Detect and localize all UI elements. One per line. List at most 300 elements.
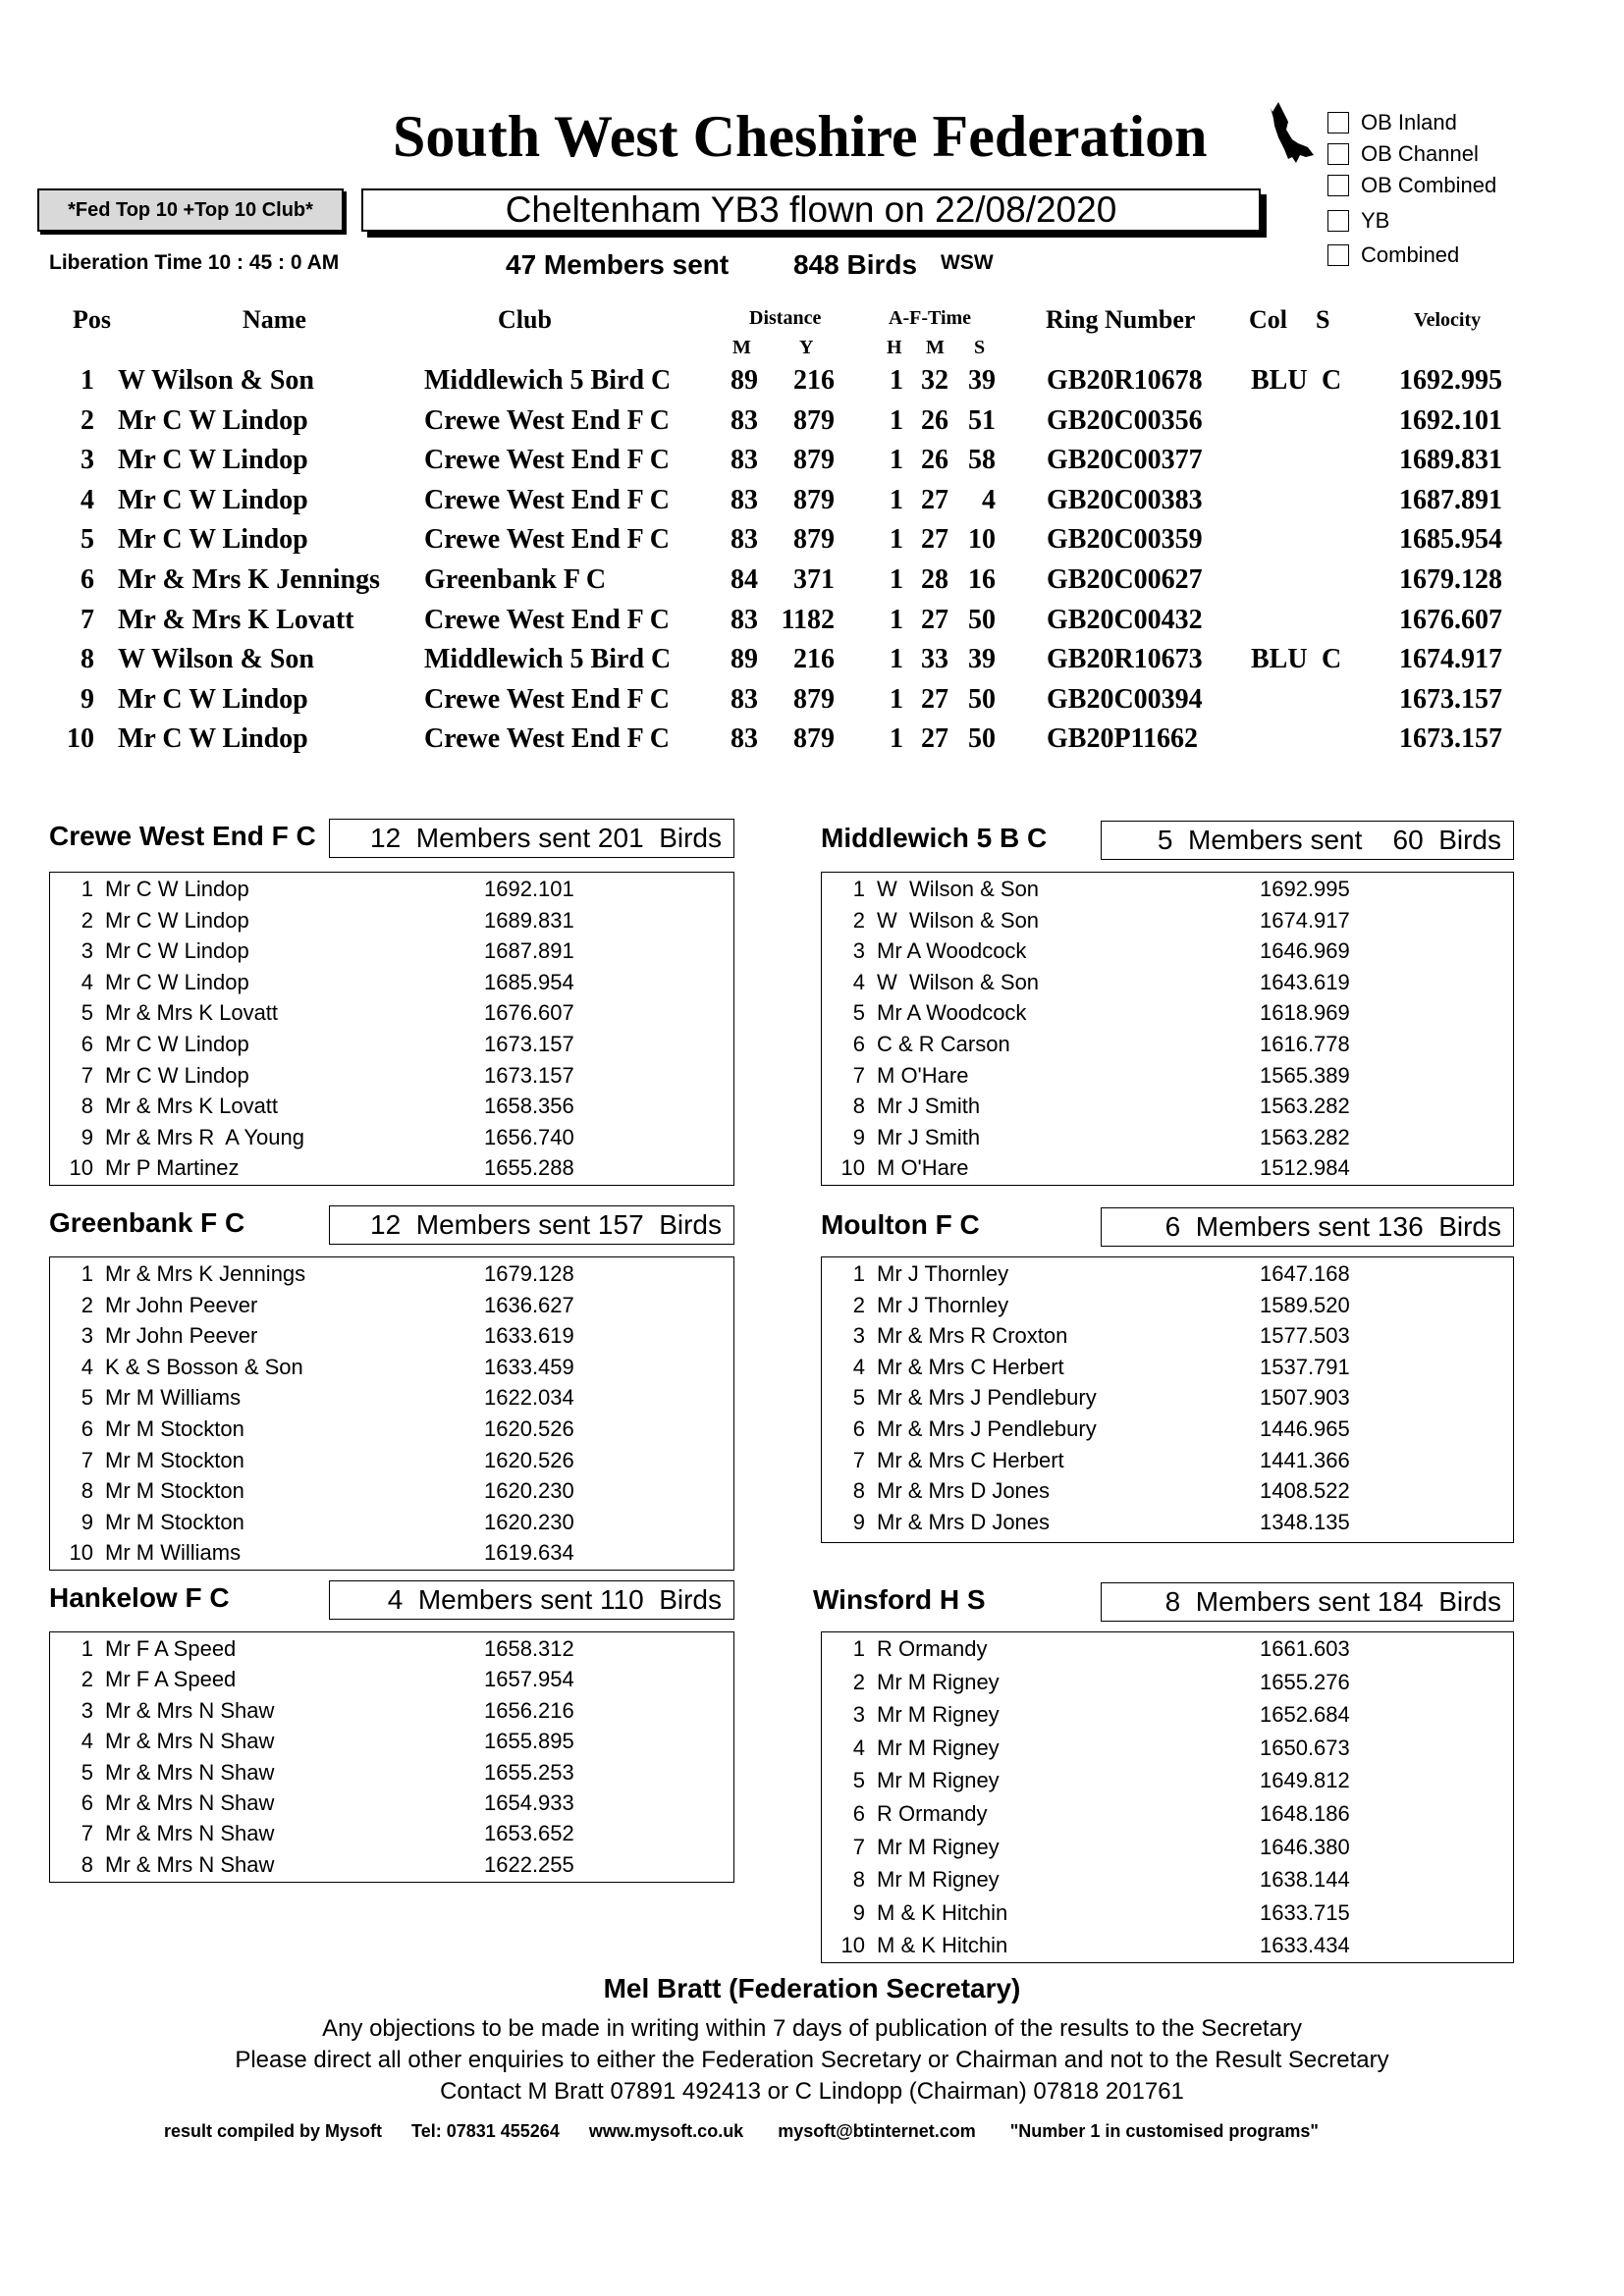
list-item bbox=[50, 908, 733, 935]
list-item-name: R Ormandy bbox=[877, 1636, 988, 1661]
checkbox[interactable] bbox=[1327, 244, 1349, 266]
list-item-pos: 6 bbox=[852, 1416, 865, 1441]
list-item-velocity: 1646.969 bbox=[1260, 938, 1350, 964]
col-header-name: Name bbox=[243, 305, 306, 334]
list-item bbox=[50, 1667, 733, 1694]
list-item-pos: 9 bbox=[81, 1124, 93, 1149]
row-seconds: 50 bbox=[968, 723, 996, 755]
list-item-velocity: 1692.995 bbox=[1260, 877, 1350, 901]
list-item bbox=[50, 938, 733, 966]
row-distance-miles: 83 bbox=[731, 604, 758, 635]
club-results-list bbox=[49, 1256, 734, 1571]
row-pos: 1 bbox=[81, 365, 94, 396]
list-item-pos: 2 bbox=[81, 1292, 93, 1317]
row-minutes: 26 bbox=[921, 404, 948, 436]
row-velocity: 1685.954 bbox=[1399, 524, 1502, 556]
row-velocity: 1692.101 bbox=[1399, 404, 1502, 436]
sub-header-minutes: M bbox=[926, 337, 945, 358]
list-item-pos: 1 bbox=[81, 1636, 93, 1661]
list-item bbox=[50, 1416, 733, 1444]
credits-line: result compiled by Mysoft Tel: 07831 455264 www.mysoft.co.uk mysoft@btinternet.com "Number 1 in customised programs" bbox=[164, 2121, 1319, 2141]
list-item-pos: 8 bbox=[81, 1851, 93, 1877]
club-results-list bbox=[821, 1631, 1514, 1963]
club-members-sent: 12 Members sent 201 Birds bbox=[329, 819, 734, 858]
list-item-pos: 7 bbox=[852, 1447, 865, 1472]
list-item-velocity: 1577.503 bbox=[1260, 1323, 1350, 1349]
list-item-velocity: 1679.128 bbox=[484, 1261, 574, 1286]
list-item-name: Mr M Rigney bbox=[877, 1669, 1000, 1694]
row-hours: 1 bbox=[890, 524, 903, 556]
list-item bbox=[822, 1900, 1513, 1928]
list-item bbox=[822, 1032, 1513, 1059]
row-distance-yards: 1182 bbox=[781, 604, 835, 635]
checkbox[interactable] bbox=[1327, 143, 1349, 165]
list-item-pos: 7 bbox=[81, 1821, 93, 1846]
row-velocity: 1676.607 bbox=[1399, 604, 1502, 635]
list-item-pos: 6 bbox=[81, 1790, 93, 1815]
checkbox[interactable] bbox=[1327, 210, 1349, 232]
list-item-pos: 9 bbox=[852, 1899, 865, 1925]
list-item-name: Mr & Mrs R A Young bbox=[105, 1124, 304, 1149]
row-pos: 8 bbox=[81, 644, 94, 675]
list-item-velocity: 1620.230 bbox=[484, 1509, 574, 1534]
row-ring-number: GB20C00627 bbox=[1047, 564, 1203, 595]
list-item-name: Mr & Mrs D Jones bbox=[877, 1509, 1051, 1534]
list-item-pos: 4 bbox=[81, 969, 93, 994]
list-item-name: Mr & Mrs N Shaw bbox=[105, 1821, 275, 1846]
list-item-pos: 7 bbox=[852, 1834, 865, 1859]
row-hours: 1 bbox=[890, 365, 903, 396]
list-item-name: M O'Hare bbox=[877, 1062, 969, 1088]
col-header-aft: A-F-Time bbox=[889, 307, 972, 329]
list-item-velocity: 1563.282 bbox=[1260, 1094, 1350, 1119]
club-name: Moulton F C bbox=[821, 1209, 980, 1240]
list-item-pos: 10 bbox=[840, 1933, 865, 1958]
list-item-velocity: 1658.312 bbox=[484, 1636, 574, 1661]
row-club: Crewe West End F C bbox=[424, 445, 670, 476]
club-name: Greenbank F C bbox=[49, 1207, 245, 1238]
list-item-name: Mr J Thornley bbox=[877, 1292, 1009, 1317]
list-item bbox=[822, 970, 1513, 997]
list-item-velocity: 1446.965 bbox=[1260, 1416, 1350, 1441]
list-item-name: Mr & Mrs K Jennings bbox=[105, 1261, 306, 1286]
list-item bbox=[822, 1735, 1513, 1763]
col-header-sex: S bbox=[1316, 305, 1330, 334]
row-distance-miles: 89 bbox=[731, 365, 758, 396]
fed-top10-badge: *Fed Top 10 +Top 10 Club* bbox=[37, 188, 344, 232]
row-distance-miles: 83 bbox=[731, 404, 758, 436]
row-name: W Wilson & Son bbox=[118, 644, 314, 675]
list-item-name: Mr & Mrs N Shaw bbox=[105, 1697, 275, 1723]
list-item-velocity: 1655.276 bbox=[1260, 1669, 1350, 1694]
list-item-velocity: 1619.634 bbox=[484, 1540, 574, 1566]
liberation-time: Liberation Time 10 : 45 : 0 AM bbox=[49, 251, 340, 274]
option-combined[interactable]: Combined bbox=[1327, 242, 1459, 268]
row-ring-number: GB20R10678 bbox=[1047, 365, 1203, 396]
row-club: Crewe West End F C bbox=[424, 484, 670, 515]
list-item-velocity: 1616.778 bbox=[1260, 1032, 1350, 1056]
row-ring-number: GB20C00356 bbox=[1047, 404, 1203, 436]
list-item-pos: 7 bbox=[81, 1447, 93, 1472]
row-distance-yards: 879 bbox=[793, 723, 835, 755]
row-name: Mr C W Lindop bbox=[118, 484, 308, 515]
list-item bbox=[822, 1768, 1513, 1795]
list-item-velocity: 1674.917 bbox=[1260, 907, 1350, 933]
list-item-name: Mr M Williams bbox=[105, 1385, 242, 1411]
list-item-name: Mr & Mrs K Lovatt bbox=[105, 1094, 279, 1119]
option-ob-combined[interactable]: OB Combined bbox=[1327, 173, 1496, 198]
list-item-name: Mr M Stockton bbox=[105, 1509, 244, 1534]
col-header-distance: Distance bbox=[749, 307, 822, 329]
list-item-name: R Ormandy bbox=[877, 1801, 988, 1826]
sub-header-miles: M bbox=[732, 337, 751, 358]
list-item-pos: 5 bbox=[81, 1385, 93, 1411]
list-item-velocity: 1633.434 bbox=[1260, 1933, 1350, 1958]
row-sex: C bbox=[1322, 644, 1342, 675]
list-item-pos: 2 bbox=[81, 1667, 93, 1692]
row-colour: BLU bbox=[1251, 644, 1308, 675]
list-item-name: Mr A Woodcock bbox=[877, 938, 1027, 964]
list-item-pos: 8 bbox=[852, 1094, 865, 1119]
list-item-name: Mr M Stockton bbox=[105, 1447, 244, 1472]
list-item-pos: 9 bbox=[81, 1509, 93, 1534]
row-seconds: 50 bbox=[968, 683, 996, 715]
club-members-sent: 8 Members sent 184 Birds bbox=[1101, 1582, 1514, 1622]
list-item-velocity: 1633.619 bbox=[484, 1323, 574, 1349]
row-minutes: 27 bbox=[921, 683, 948, 715]
row-pos: 10 bbox=[67, 723, 94, 755]
option-yb[interactable]: YB bbox=[1327, 208, 1389, 234]
list-item-pos: 1 bbox=[81, 877, 93, 901]
list-item bbox=[50, 1540, 733, 1568]
list-item bbox=[822, 1094, 1513, 1121]
list-item-velocity: 1689.831 bbox=[484, 907, 574, 933]
list-item-name: Mr C W Lindop bbox=[105, 969, 249, 994]
option-ob-inland[interactable]: OB Inland bbox=[1327, 110, 1457, 135]
row-hours: 1 bbox=[890, 604, 903, 635]
list-item bbox=[822, 1385, 1513, 1413]
list-item-pos: 4 bbox=[852, 1735, 865, 1760]
list-item bbox=[822, 1702, 1513, 1730]
list-item-pos: 4 bbox=[81, 1354, 93, 1379]
row-velocity: 1673.157 bbox=[1399, 683, 1502, 715]
list-item bbox=[50, 1636, 733, 1664]
list-item-velocity: 1687.891 bbox=[484, 938, 574, 964]
row-seconds: 50 bbox=[968, 604, 996, 635]
list-item-name: Mr M Rigney bbox=[877, 1702, 1000, 1728]
row-seconds: 4 bbox=[982, 484, 996, 515]
list-item-velocity: 1618.969 bbox=[1260, 1000, 1350, 1026]
club-results-list bbox=[49, 1631, 734, 1883]
row-seconds: 10 bbox=[968, 524, 996, 556]
col-header-ring: Ring Number bbox=[1046, 305, 1196, 334]
list-item-velocity: 1658.356 bbox=[484, 1094, 574, 1119]
page-title: South West Cheshire Federation bbox=[393, 104, 1208, 169]
row-club: Crewe West End F C bbox=[424, 524, 670, 556]
list-item-name: Mr J Smith bbox=[877, 1124, 981, 1149]
list-item-velocity: 1636.627 bbox=[484, 1292, 574, 1317]
list-item bbox=[50, 1790, 733, 1818]
list-item-name: Mr M Rigney bbox=[877, 1867, 1000, 1893]
row-velocity: 1674.917 bbox=[1399, 644, 1502, 675]
row-distance-yards: 879 bbox=[793, 484, 835, 515]
list-item-name: Mr P Martinez bbox=[105, 1155, 240, 1181]
row-velocity: 1673.157 bbox=[1399, 723, 1502, 755]
list-item bbox=[50, 1125, 733, 1152]
list-item-name: W Wilson & Son bbox=[877, 877, 1040, 901]
club-name: Crewe West End F C bbox=[49, 821, 316, 851]
list-item-pos: 8 bbox=[852, 1478, 865, 1504]
list-item-pos: 5 bbox=[852, 1768, 865, 1793]
row-velocity: 1692.995 bbox=[1399, 365, 1502, 396]
list-item-velocity: 1692.101 bbox=[484, 877, 574, 901]
list-item-pos: 2 bbox=[852, 1669, 865, 1694]
list-item-velocity: 1650.673 bbox=[1260, 1735, 1350, 1760]
list-item bbox=[822, 1323, 1513, 1351]
row-ring-number: GB20C00383 bbox=[1047, 484, 1203, 515]
checkbox[interactable] bbox=[1327, 175, 1349, 196]
list-item-velocity: 1648.186 bbox=[1260, 1801, 1350, 1826]
list-item-name: M & K Hitchin bbox=[877, 1899, 1008, 1925]
list-item-name: Mr M Rigney bbox=[877, 1834, 1000, 1859]
list-item bbox=[50, 1510, 733, 1537]
list-item bbox=[822, 908, 1513, 935]
list-item-pos: 6 bbox=[852, 1032, 865, 1056]
club-results-list bbox=[821, 1256, 1514, 1543]
option-ob-channel[interactable]: OB Channel bbox=[1327, 141, 1479, 167]
club-members-sent: 5 Members sent 60 Birds bbox=[1101, 821, 1514, 860]
list-item-name: C & R Carson bbox=[877, 1032, 1010, 1056]
row-minutes: 27 bbox=[921, 484, 948, 515]
list-item-velocity: 1656.740 bbox=[484, 1124, 574, 1149]
row-pos: 2 bbox=[81, 404, 94, 436]
list-item-pos: 6 bbox=[81, 1416, 93, 1441]
list-item-pos: 10 bbox=[840, 1155, 865, 1181]
list-item-name: Mr & Mrs K Lovatt bbox=[105, 1000, 279, 1026]
results-row bbox=[0, 405, 1624, 445]
objections-notice: Any objections to be made in writing within 7 days of publication of the results to the Secretary bbox=[322, 2015, 1302, 2042]
list-item bbox=[822, 1835, 1513, 1862]
list-item-name: Mr C W Lindop bbox=[105, 938, 249, 964]
row-distance-yards: 879 bbox=[793, 524, 835, 556]
list-item bbox=[822, 1355, 1513, 1382]
list-item-name: Mr F A Speed bbox=[105, 1667, 237, 1692]
club-members-sent: 4 Members sent 110 Birds bbox=[329, 1580, 734, 1620]
sub-header-hours: H bbox=[887, 337, 902, 358]
list-item bbox=[50, 877, 733, 904]
list-item bbox=[50, 1385, 733, 1413]
list-item-name: Mr M Rigney bbox=[877, 1735, 1000, 1760]
list-item bbox=[50, 1729, 733, 1756]
list-item-name: Mr J Smith bbox=[877, 1094, 981, 1119]
row-distance-miles: 83 bbox=[731, 445, 758, 476]
list-item bbox=[50, 1094, 733, 1121]
col-header-velocity: Velocity bbox=[1414, 309, 1482, 331]
club-results-list bbox=[821, 872, 1514, 1186]
list-item-pos: 3 bbox=[81, 1323, 93, 1349]
checkbox[interactable] bbox=[1327, 112, 1349, 133]
list-item-pos: 5 bbox=[852, 1385, 865, 1411]
row-pos: 5 bbox=[81, 524, 94, 556]
row-distance-yards: 879 bbox=[793, 404, 835, 436]
club-results-list bbox=[49, 872, 734, 1186]
list-item bbox=[822, 1155, 1513, 1183]
list-item-name: Mr F A Speed bbox=[105, 1636, 237, 1661]
list-item-name: Mr M Williams bbox=[105, 1540, 242, 1566]
list-item-name: Mr & Mrs J Pendlebury bbox=[877, 1385, 1097, 1411]
list-item-velocity: 1512.984 bbox=[1260, 1155, 1350, 1181]
list-item-pos: 9 bbox=[852, 1509, 865, 1534]
results-row bbox=[0, 445, 1624, 484]
row-hours: 1 bbox=[890, 683, 903, 715]
list-item-name: K & S Bosson & Son bbox=[105, 1354, 303, 1379]
row-sex: C bbox=[1322, 365, 1342, 396]
list-item-name: M O'Hare bbox=[877, 1155, 969, 1181]
row-distance-yards: 879 bbox=[793, 445, 835, 476]
row-ring-number: GB20P11662 bbox=[1047, 723, 1199, 755]
row-ring-number: GB20C00377 bbox=[1047, 445, 1203, 476]
list-item bbox=[50, 1323, 733, 1351]
row-distance-miles: 84 bbox=[731, 564, 758, 595]
list-item bbox=[822, 1867, 1513, 1895]
list-item bbox=[822, 1670, 1513, 1697]
row-pos: 7 bbox=[81, 604, 94, 635]
row-pos: 6 bbox=[81, 564, 94, 595]
row-hours: 1 bbox=[890, 445, 903, 476]
row-seconds: 39 bbox=[968, 644, 996, 675]
list-item bbox=[822, 1448, 1513, 1475]
list-item-name: Mr & Mrs N Shaw bbox=[105, 1759, 275, 1785]
list-item bbox=[50, 970, 733, 997]
list-item-name: Mr John Peever bbox=[105, 1323, 258, 1349]
list-item-name: Mr John Peever bbox=[105, 1292, 258, 1317]
row-club: Crewe West End F C bbox=[424, 683, 670, 715]
list-item-pos: 8 bbox=[81, 1094, 93, 1119]
list-item-velocity: 1647.168 bbox=[1260, 1261, 1350, 1286]
list-item-velocity: 1653.652 bbox=[484, 1821, 574, 1846]
row-velocity: 1679.128 bbox=[1399, 564, 1502, 595]
row-distance-miles: 83 bbox=[731, 683, 758, 715]
list-item-pos: 3 bbox=[852, 1702, 865, 1728]
list-item-pos: 10 bbox=[69, 1155, 93, 1181]
row-pos: 3 bbox=[81, 445, 94, 476]
list-item-velocity: 1655.288 bbox=[484, 1155, 574, 1181]
row-ring-number: GB20C00394 bbox=[1047, 683, 1203, 715]
row-seconds: 51 bbox=[968, 404, 996, 436]
list-item bbox=[50, 1155, 733, 1183]
row-velocity: 1689.831 bbox=[1399, 445, 1502, 476]
list-item bbox=[50, 1478, 733, 1506]
list-item bbox=[50, 1293, 733, 1320]
row-distance-miles: 83 bbox=[731, 524, 758, 556]
row-hours: 1 bbox=[890, 484, 903, 515]
list-item-pos: 3 bbox=[852, 938, 865, 964]
list-item-pos: 2 bbox=[81, 907, 93, 933]
list-item-velocity: 1563.282 bbox=[1260, 1124, 1350, 1149]
row-minutes: 33 bbox=[921, 644, 948, 675]
list-item-velocity: 1620.526 bbox=[484, 1416, 574, 1441]
row-club: Middlewich 5 Bird C bbox=[424, 644, 672, 675]
list-item-velocity: 1649.812 bbox=[1260, 1768, 1350, 1793]
list-item bbox=[822, 877, 1513, 904]
list-item-pos: 1 bbox=[852, 877, 865, 901]
list-item-pos: 2 bbox=[852, 1292, 865, 1317]
list-item-name: Mr & Mrs C Herbert bbox=[877, 1354, 1064, 1379]
list-item bbox=[822, 1416, 1513, 1444]
list-item-velocity: 1441.366 bbox=[1260, 1447, 1350, 1472]
col-header-col: Col bbox=[1249, 305, 1287, 334]
row-name: Mr & Mrs K Lovatt bbox=[118, 604, 354, 635]
row-minutes: 28 bbox=[921, 564, 948, 595]
results-row bbox=[0, 605, 1624, 644]
list-item-velocity: 1646.380 bbox=[1260, 1834, 1350, 1859]
list-item bbox=[822, 1293, 1513, 1320]
list-item-pos: 5 bbox=[852, 1000, 865, 1026]
list-item bbox=[822, 1510, 1513, 1537]
list-item-velocity: 1633.715 bbox=[1260, 1899, 1350, 1925]
row-colour: BLU bbox=[1251, 365, 1308, 396]
list-item-velocity: 1652.684 bbox=[1260, 1702, 1350, 1728]
row-ring-number: GB20R10673 bbox=[1047, 644, 1203, 675]
list-item bbox=[822, 1478, 1513, 1506]
row-minutes: 32 bbox=[921, 365, 948, 396]
row-name: W Wilson & Son bbox=[118, 365, 314, 396]
club-members-sent: 12 Members sent 157 Birds bbox=[329, 1205, 734, 1245]
results-row bbox=[0, 644, 1624, 683]
list-item-name: Mr & Mrs N Shaw bbox=[105, 1851, 275, 1877]
club-name: Middlewich 5 B C bbox=[821, 823, 1048, 853]
results-row bbox=[0, 485, 1624, 524]
results-row bbox=[0, 524, 1624, 563]
row-club: Greenbank F C bbox=[424, 564, 607, 595]
list-item bbox=[50, 1032, 733, 1059]
results-row bbox=[0, 684, 1624, 723]
list-item-pos: 1 bbox=[852, 1636, 865, 1661]
list-item-pos: 3 bbox=[81, 1697, 93, 1723]
list-item-velocity: 1565.389 bbox=[1260, 1062, 1350, 1088]
list-item-velocity: 1348.135 bbox=[1260, 1509, 1350, 1534]
row-velocity: 1687.891 bbox=[1399, 484, 1502, 515]
list-item-velocity: 1622.034 bbox=[484, 1385, 574, 1411]
list-item bbox=[50, 1000, 733, 1028]
list-item bbox=[822, 1801, 1513, 1829]
list-item-pos: 1 bbox=[81, 1261, 93, 1286]
row-pos: 9 bbox=[81, 683, 94, 715]
club-members-sent: 6 Members sent 136 Birds bbox=[1101, 1207, 1514, 1247]
list-item-pos: 5 bbox=[81, 1000, 93, 1026]
list-item-pos: 4 bbox=[81, 1729, 93, 1754]
list-item-velocity: 1408.522 bbox=[1260, 1478, 1350, 1504]
row-distance-yards: 216 bbox=[793, 365, 835, 396]
members-sent: 47 Members sent bbox=[506, 249, 730, 280]
row-ring-number: GB20C00432 bbox=[1047, 604, 1203, 635]
list-item-name: Mr & Mrs R Croxton bbox=[877, 1323, 1068, 1349]
list-item-name: Mr & Mrs C Herbert bbox=[877, 1447, 1064, 1472]
row-ring-number: GB20C00359 bbox=[1047, 524, 1203, 556]
row-minutes: 27 bbox=[921, 604, 948, 635]
list-item-name: Mr J Thornley bbox=[877, 1261, 1009, 1286]
list-item bbox=[50, 1063, 733, 1091]
results-row bbox=[0, 365, 1624, 404]
results-row bbox=[0, 723, 1624, 763]
row-distance-miles: 89 bbox=[731, 644, 758, 675]
row-distance-yards: 879 bbox=[793, 683, 835, 715]
list-item bbox=[822, 1636, 1513, 1664]
list-item-velocity: 1676.607 bbox=[484, 1000, 574, 1026]
federation-secretary: Mel Bratt (Federation Secretary) bbox=[603, 1973, 1021, 2003]
list-item-pos: 2 bbox=[852, 907, 865, 933]
list-item-pos: 3 bbox=[852, 1323, 865, 1349]
